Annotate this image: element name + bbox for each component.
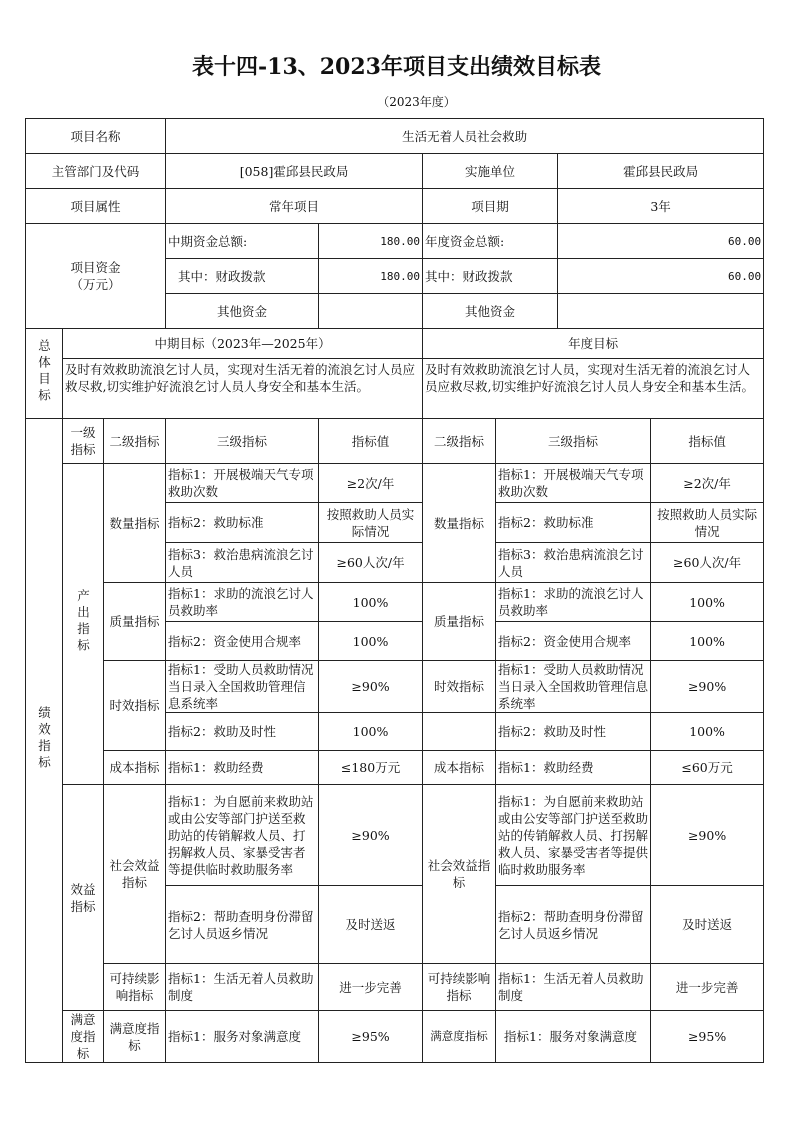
attr: 常年项目 [166, 189, 423, 224]
quality-year: 质量指标 [423, 583, 496, 661]
other-mid [319, 294, 423, 329]
indicator: 指标1：受助人员救助情况当日录入全国救助管理信息系统率 [166, 661, 319, 713]
value-year: 及时送返 [651, 886, 764, 964]
indicator: 指标1：救助经费 [166, 751, 319, 785]
indicator-year: 指标1：救助经费 [496, 751, 651, 785]
value-year: ≥60人次/年 [651, 543, 764, 583]
indicator-year: 指标1：生活无着人员救助制度 [496, 964, 651, 1011]
value: ≥60人次/年 [319, 543, 423, 583]
perf-label-cell [26, 419, 63, 1063]
label-other-mid: 其他资金 [166, 294, 319, 329]
output-cell [63, 464, 104, 785]
empty-cell [423, 713, 496, 751]
indicator-year: 指标1：受助人员救助情况当日录入全国救助管理信息系统率 [496, 661, 651, 713]
label-funds: 项目资金（万元） [26, 224, 166, 329]
period: 3年 [558, 189, 764, 224]
label-mid-goal: 中期目标（2023年—2025年） [63, 329, 423, 359]
mid-fiscal: 180.00 [319, 259, 423, 294]
project-name: 生活无着人员社会救助 [166, 119, 764, 154]
value: ≥90% [319, 661, 423, 713]
indicator: 指标3：救治患病流浪乞讨人员 [166, 543, 319, 583]
cost-year: 成本指标 [423, 751, 496, 785]
timely-year: 时效指标 [423, 661, 496, 713]
label-benefit: 效益指标 [63, 785, 104, 1011]
value-year: ≥95% [651, 1011, 764, 1063]
year-goal-text: 及时有效救助流浪乞讨人员，实现对生活无着的流浪乞讨人员应救尽救,切实维护好流浪乞讨人员人身安全和基本生活。 [423, 359, 764, 419]
satis-year: 满意度指标 [423, 1011, 496, 1063]
year-subtitle: （2023年度） [377, 95, 456, 109]
value: 100% [319, 622, 423, 661]
value: ≥95% [319, 1011, 423, 1063]
label-dept: 主管部门及代码 [26, 154, 166, 189]
value-year: 按照救助人员实际情况 [651, 503, 764, 543]
h3: 三级指标 [166, 419, 319, 464]
timely: 时效指标 [104, 661, 166, 751]
quantity-year: 数量指标 [423, 464, 496, 583]
indicator: 指标1：生活无着人员救助制度 [166, 964, 319, 1011]
label-year-goal: 年度目标 [423, 329, 764, 359]
indicator: 指标2：救助标准 [166, 503, 319, 543]
value: ≥90% [319, 785, 423, 886]
indicator-year: 指标2：救助及时性 [496, 713, 651, 751]
quantity: 数量指标 [104, 464, 166, 583]
indicator: 指标2：资金使用合规率 [166, 622, 319, 661]
label-period: 项目期 [423, 189, 558, 224]
goals-label-cell [26, 329, 63, 419]
value-year: ≤60万元 [651, 751, 764, 785]
value: 100% [319, 713, 423, 751]
quality: 质量指标 [104, 583, 166, 661]
value-year: 100% [651, 583, 764, 622]
label-year-fiscal: 其中：财政拨款 [423, 259, 558, 294]
year-fiscal: 60.00 [558, 259, 764, 294]
label-other-year: 其他资金 [423, 294, 558, 329]
social-year: 社会效益指标 [423, 785, 496, 964]
h2-year: 二级指标 [423, 419, 496, 464]
label-impl: 实施单位 [423, 154, 558, 189]
h2: 二级指标 [104, 419, 166, 464]
label-satis: 满意度指标 [63, 1011, 104, 1063]
label-year-total: 年度资金总额: [423, 224, 558, 259]
h3-year: 三级指标 [496, 419, 651, 464]
value: 按照救助人员实际情况 [319, 503, 423, 543]
value: ≤180万元 [319, 751, 423, 785]
impl: 霍邱县民政局 [558, 154, 764, 189]
value-year: 进一步完善 [651, 964, 764, 1011]
dept: [058]霍邱县民政局 [166, 154, 423, 189]
label-attr: 项目属性 [26, 189, 166, 224]
value-year: ≥90% [651, 661, 764, 713]
indicator: 指标1：为自愿前来救助站或由公安等部门护送至救助站的传销解救人员、打拐解救人员、家暴受害者等提供临时救助服务率 [166, 785, 319, 886]
hv-year: 指标值 [651, 419, 764, 464]
other-year [558, 294, 764, 329]
indicator: 指标1：求助的流浪乞讨人员救助率 [166, 583, 319, 622]
mid-goal-text: 及时有效救助流浪乞讨人员，实现对生活无着的流浪乞讨人员应救尽救,切实维护好流浪乞讨人员人身安全和基本生活。 [63, 359, 423, 419]
indicator: 指标1：服务对象满意度 [166, 1011, 319, 1063]
value-year: ≥90% [651, 785, 764, 886]
value-year: ≥2次/年 [651, 464, 764, 503]
indicator-year: 指标1：求助的流浪乞讨人员救助率 [496, 583, 651, 622]
satis: 满意度指标 [104, 1011, 166, 1063]
label-name: 项目名称 [26, 119, 166, 154]
sustain-year: 可持续影响指标 [423, 964, 496, 1011]
cost: 成本指标 [104, 751, 166, 785]
label-perf: 绩效指标 [36, 705, 52, 772]
hv: 指标值 [319, 419, 423, 464]
value: 及时送返 [319, 886, 423, 964]
label-output: 产出指标 [75, 589, 91, 655]
indicator-year: 指标2：救助标准 [496, 503, 651, 543]
h1: 一级指标 [63, 419, 104, 464]
indicator-year: 指标3：救治患病流浪乞讨人员 [496, 543, 651, 583]
year-total: 60.00 [558, 224, 764, 259]
indicator-year: 指标2：资金使用合规率 [496, 622, 651, 661]
label-mid-fiscal: 其中：财政拨款 [166, 259, 319, 294]
mid-total: 180.00 [319, 224, 423, 259]
indicator: 指标2：帮助查明身份滞留乞讨人员返乡情况 [166, 886, 319, 964]
indicator: 指标1：开展极端天气专项救助次数 [166, 464, 319, 503]
indicator: 指标2：救助及时性 [166, 713, 319, 751]
social: 社会效益指标 [104, 785, 166, 964]
label-mid-total: 中期资金总额: [166, 224, 319, 259]
value: 100% [319, 583, 423, 622]
value: 进一步完善 [319, 964, 423, 1011]
indicator-year: 指标1：开展极端天气专项救助次数 [496, 464, 651, 503]
value-year: 100% [651, 713, 764, 751]
page-title: 表十四-13、2023年项目支出绩效目标表 [192, 54, 601, 80]
indicator-year: 指标2：帮助查明身份滞留乞讨人员返乡情况 [496, 886, 651, 964]
sustain: 可持续影响指标 [104, 964, 166, 1011]
value: ≥2次/年 [319, 464, 423, 503]
indicator-year: 指标1：为自愿前来救助站或由公安等部门护送至救助站的传销解救人员、打拐解救人员、家暴受害者等提供临时救助服务率 [496, 785, 651, 886]
label-goals: 总体目标 [36, 338, 52, 405]
performance-table [25, 118, 764, 1063]
indicator-year: 指标1：服务对象满意度 [496, 1011, 651, 1063]
value-year: 100% [651, 622, 764, 661]
